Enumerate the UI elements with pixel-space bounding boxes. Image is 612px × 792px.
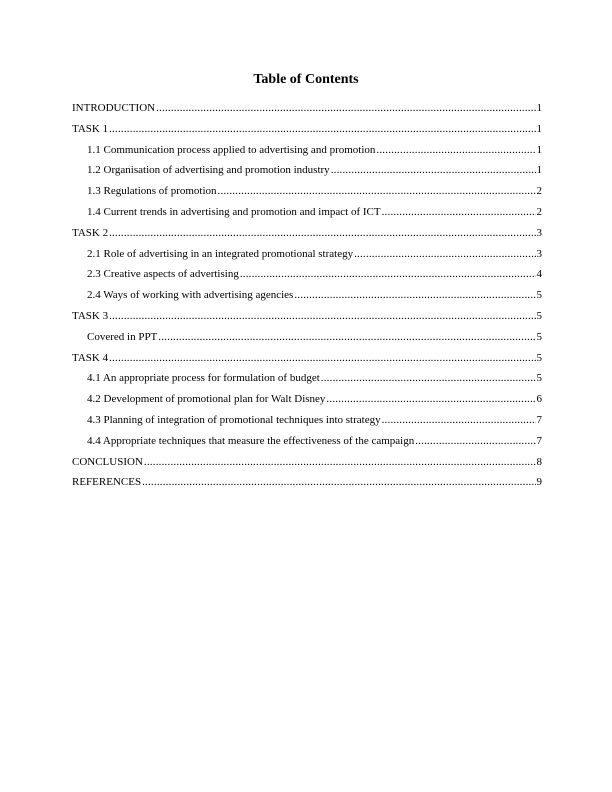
toc-entry[interactable] [72,163,542,184]
toc-dot-leader [109,309,535,323]
toc-entry[interactable] [72,101,542,122]
toc-dot-leader [240,267,536,281]
toc-page-number: 1 [536,143,542,156]
table-of-contents [72,101,542,496]
toc-entry[interactable] [72,122,542,143]
toc-entry-label: 4.4 Appropriate techniques that measure the effectiveness of the campaign [87,434,415,447]
toc-dot-leader [382,413,536,427]
toc-entry[interactable] [72,351,542,372]
toc-entry-label: 4.1 An appropriate process for formulation of budget [87,372,320,385]
toc-page-number: 5 [536,309,542,322]
toc-entry-label: 1.3 Regulations of promotion [87,185,217,198]
toc-page-number: 2 [536,205,542,218]
toc-page-number: 3 [536,247,542,260]
toc-entry-label: 2.1 Role of advertising in an integrated promotional strategy [87,247,354,260]
toc-entry-label: 2.3 Creative aspects of advertising [87,268,239,281]
toc-page-number: 3 [536,226,542,239]
toc-dot-leader [109,351,535,365]
toc-entry[interactable] [72,267,542,288]
toc-entry-label: TASK 3 [72,309,109,322]
toc-entry[interactable] [72,184,542,205]
toc-page-number: 1 [536,102,542,114]
toc-page-number: 5 [536,330,542,343]
toc-title: Table of Contents [253,72,359,87]
toc-dot-leader [321,371,536,385]
toc-entry-label: INTRODUCTION [72,102,156,114]
toc-page-number: 5 [536,372,542,385]
toc-entry-label: 1.4 Current trends in advertising and promotion and impact of ICT [87,205,381,218]
toc-page-number: 2 [536,185,542,198]
toc-entry-label: 4.3 Planning of integration of promotional techniques into strategy [87,413,381,426]
toc-entry[interactable] [72,205,542,226]
toc-entry[interactable] [72,434,542,455]
toc-dot-leader [218,184,536,198]
toc-entry[interactable] [72,143,542,164]
toc-dot-leader [144,455,536,469]
toc-dot-leader [415,434,535,448]
toc-entry[interactable] [72,475,542,496]
toc-page-number: 7 [536,413,542,426]
toc-page-number: 9 [536,476,542,489]
toc-entry-label: CONCLUSION [72,455,143,468]
toc-entry-label: Covered in PPT [87,330,158,343]
toc-dot-leader [331,163,536,177]
toc-page-number: 5 [536,351,542,364]
toc-entry-label: 1.1 Communication process applied to advertising and promotion [87,143,376,156]
toc-entry-label: TASK 4 [72,351,109,364]
toc-page-number: 1 [536,122,542,135]
toc-entry-label: REFERENCES [72,476,142,489]
toc-page-number: 1 [536,164,542,177]
toc-page-number: 5 [536,289,542,302]
toc-page-number: 7 [536,434,542,447]
toc-dot-leader [109,122,535,136]
toc-page-number: 8 [536,455,542,468]
toc-entry-label: 1.2 Organisation of advertising and promotion industry [87,164,330,177]
toc-entry[interactable] [72,413,542,434]
toc-dot-leader [142,475,535,489]
toc-entry[interactable] [72,309,542,330]
toc-dot-leader [376,143,535,157]
toc-entry[interactable] [72,247,542,268]
toc-dot-leader [354,247,535,261]
toc-entry[interactable] [72,371,542,392]
toc-entry[interactable] [72,288,542,309]
toc-dot-leader [382,205,536,219]
toc-page-number: 4 [536,268,542,281]
toc-dot-leader [156,101,535,115]
toc-entry[interactable] [72,330,542,351]
toc-entry[interactable] [72,226,542,247]
toc-entry[interactable] [72,455,542,476]
toc-entry[interactable] [72,392,542,413]
toc-dot-leader [326,392,535,406]
toc-entry-label: 2.4 Ways of working with advertising agencies [87,289,294,302]
toc-entry-label: TASK 2 [72,226,109,239]
toc-dot-leader [158,330,535,344]
toc-page-number: 6 [536,393,542,406]
toc-entry-label: 4.2 Development of promotional plan for Walt Disney [87,393,326,406]
toc-dot-leader [109,226,535,240]
toc-entry-label: TASK 1 [72,122,109,135]
toc-dot-leader [294,288,535,302]
